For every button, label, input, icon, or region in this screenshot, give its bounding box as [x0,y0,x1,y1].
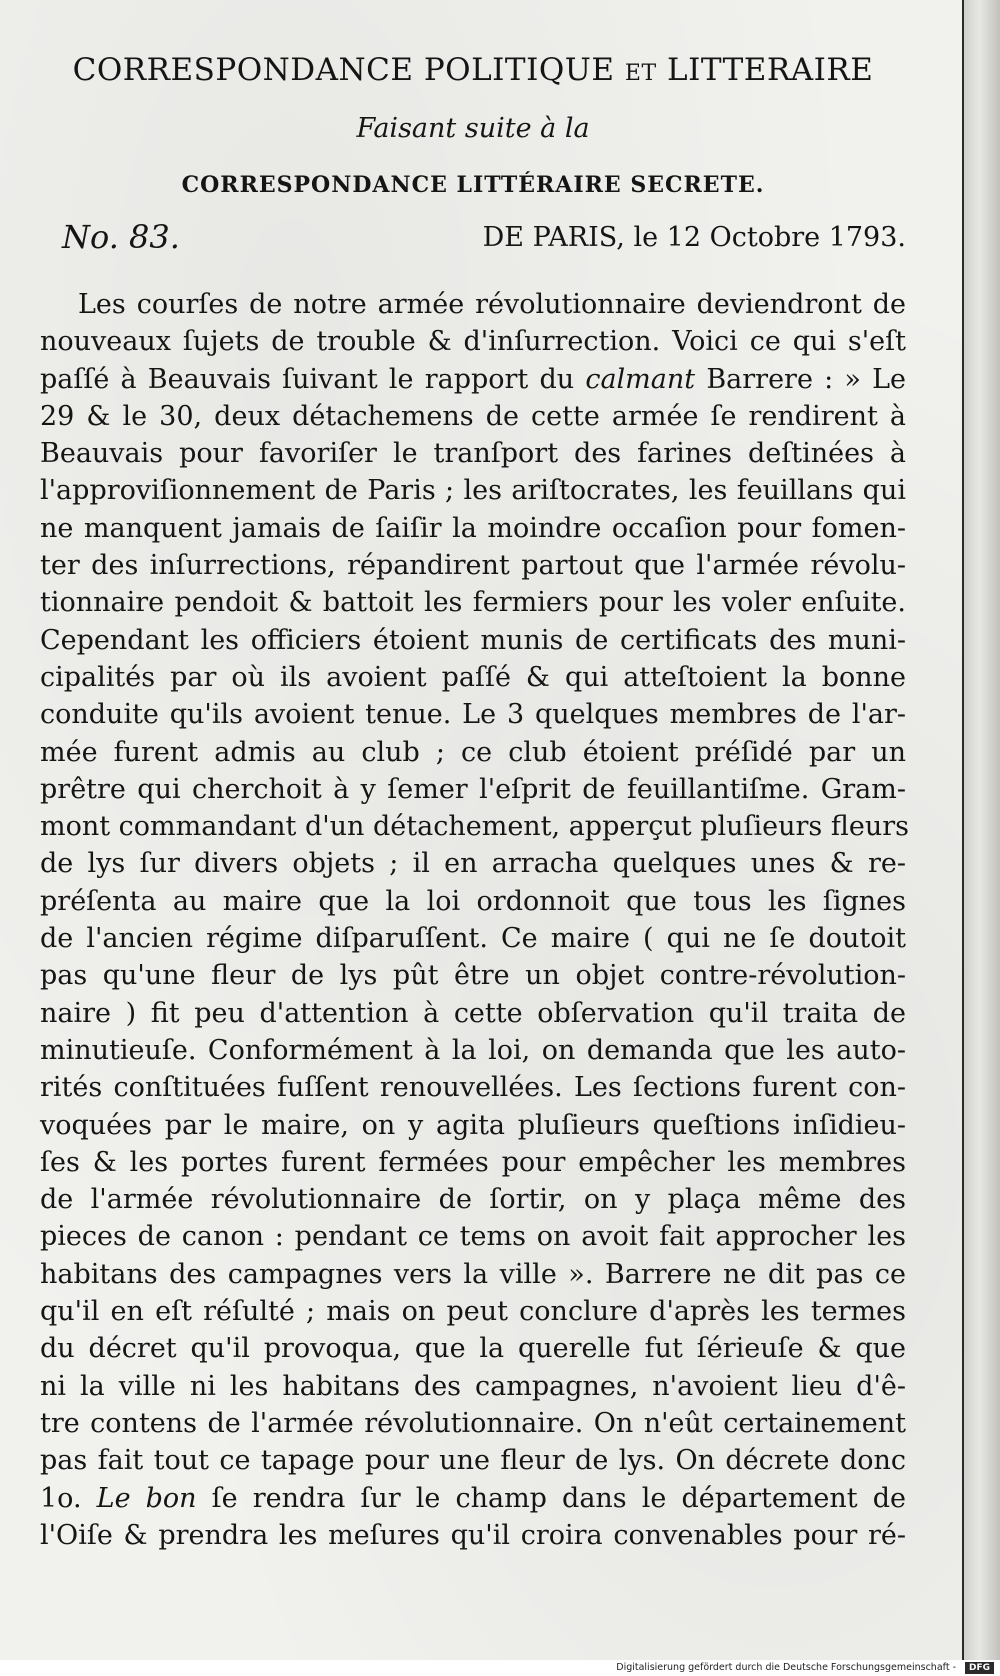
text-line: pas qu'une fleur de lys pût être un objet contre-révolution- [40,960,906,992]
text-line: l'Oiſe & prendra les meſures qu'il croira convenables pour ré- [40,1519,906,1551]
book-edge [962,0,1000,1660]
text-line: de l'ancien régime diſparuſſent. Ce maire ( qui ne ſe doutoit [40,923,906,955]
place-and-date: DE PARIS, le 12 Octobre 1793. [482,222,906,253]
text-line: préſenta au maire que la loi ordonnoit que tous les ſignes [40,885,906,917]
text-line: rités conſtituées fuſſent renouvellées. Les ſections furent con- [40,1072,906,1104]
italic-word: calmant [585,363,696,395]
text-line-part: ſe rendra ſur le champ dans le département de [211,1482,906,1514]
text-line: naire ) fit peu d'attention à cette obſervation qu'il traita de [40,997,906,1029]
masthead-title-et: ET [624,61,657,86]
dateline [40,218,906,262]
masthead-title-part2: LITTERAIRE [666,52,874,88]
text-line: prêtre qui cherchoit à y ſemer l'eſprit de feuillantiſme. Gram- [40,773,906,805]
issue-number: No. 83. [62,218,180,256]
text-line: Cependant les officiers étoient munis de certificats des muni- [40,624,906,656]
masthead-title [40,50,906,94]
text-line: Beauvais pour favoriſer le tranſport des farines deſtinées à [40,438,906,470]
text-line: minutieuſe. Conformément à la loi, on demanda que les auto- [40,1034,906,1066]
text-line: ne manquent jamais de ſaiſir la moindre occaſion pour fomen- [40,512,906,544]
text-line: de l'armée révolutionnaire de ſortir, on y plaça même des [40,1184,906,1216]
text-line [40,1480,906,1517]
text-line: mont commandant d'un détachement, apperçut pluſieurs fleurs [40,811,909,843]
text-line: ſes & les portes furent fermées pour empêcher les membres [40,1146,906,1178]
text-line-part: 1o. [40,1482,82,1514]
digitization-credit: Digitalisierung gefördert durch die Deutsche Forschungsgemeinschaft - [616,1662,956,1673]
text-line: du décret qu'il provoqua, que la querelle fut ſérieuſe & que [40,1333,906,1365]
text-line: mée furent admis au club ; ce club étoient préſidé par un [40,736,906,768]
text-line: nouveaux ſujets de trouble & d'inſurrection. Voici ce qui s'eſt [40,326,906,358]
italic-word: Le bon [96,1482,197,1514]
text-line: de lys ſur divers objets ; il en arracha quelques unes & re- [40,848,906,880]
article-body [40,286,909,1554]
text-line [40,361,906,398]
text-line: voquées par le maire, on y agita pluſieurs queſtions inſidieu- [40,1109,906,1141]
text-line: pieces de canon : pendant ce tems on avoit fait approcher les [40,1221,906,1253]
text-line: qu'il en eſt réſulté ; mais on peut conclure d'après les termes [40,1296,906,1328]
text-line: ni la ville ni les habitans des campagnes, n'avoient lieu d'ê- [40,1370,906,1402]
text-line: tionnaire pendoit & battoit les fermiers pour les voler enſuite. [40,587,906,619]
text-line: l'approviſionnement de Paris ; les ariſtocrates, les feuillans qui [40,475,906,507]
text-line: cipalités par où ils avoient paſſé & qui atteſtoient la bonne [40,661,906,693]
text-line-part: paſſé à Beauvais ſuivant le rapport du [40,363,575,395]
text-line: 29 & le 30, deux détachemens de cette armée ſe rendirent à [40,400,906,432]
dfg-logo: DFG [965,1662,994,1674]
masthead-title-part1: CORRESPONDANCE POLITIQUE [72,52,615,88]
text-line-part: Barrere : » Le [706,363,906,395]
text-line: Les courſes de notre armée révolutionnaire deviendront de [78,289,906,320]
text-line: pas fait tout ce tapage pour une fleur de lys. On décrete donc [40,1445,906,1477]
text-line: ter des inſurrections, répandirent partout que l'armée révolu- [40,550,906,582]
text-line: tre contens de l'armée révolutionnaire. On n'eût certainement [40,1407,906,1439]
text-line: conduite qu'ils avoient tenue. Le 3 quelques membres de l'ar- [40,699,906,731]
subtitle-secondary: CORRESPONDANCE LITTÉRAIRE SECRETE. [181,172,765,198]
subtitle: Faisant suite à la [356,113,590,144]
text-line: habitans des campagnes vers la ville ». Barrere ne dit pas ce [40,1258,906,1290]
